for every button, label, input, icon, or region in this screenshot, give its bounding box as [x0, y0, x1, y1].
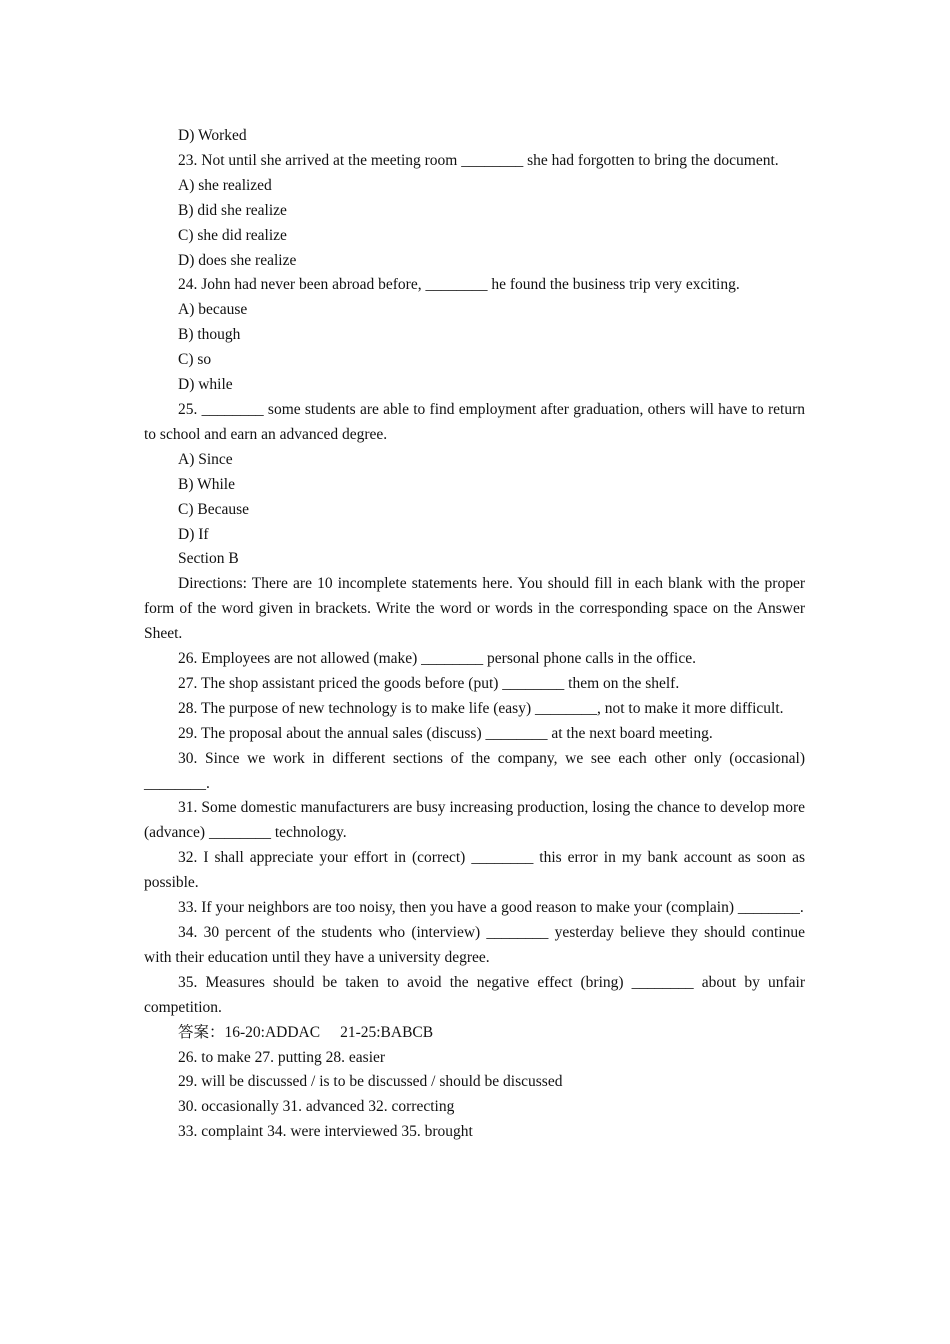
- q25-option-b: B) While: [178, 475, 235, 493]
- answer-line: 29. will be discussed / is to be discussed / should be discussed: [178, 1073, 563, 1091]
- q24-option-c: C) so: [178, 351, 212, 369]
- q23-option-d: D) does she realize: [178, 251, 297, 269]
- answer-key-part1: 答案：16-20:ADDAC: [178, 1023, 321, 1041]
- question-26: 26. Employees are not allowed (make) ________ personal phone calls in the office.: [178, 650, 696, 668]
- q23-option-b: B) did she realize: [178, 201, 287, 219]
- answer-key-header: [144, 1021, 805, 1046]
- question-27: 27. The shop assistant priced the goods before (put) ________ them on the shelf.: [178, 674, 680, 692]
- question-33: 33. If your neighbors are too noisy, then you have a good reason to make your (complain) ________.: [178, 899, 804, 917]
- question-34: 34. 30 percent of the students who (interview) ________ yesterday believe they should continue with their education until they have a university degree.: [144, 924, 805, 966]
- question-35: 35. Measures should be taken to avoid the negative effect (bring) ________ about by unfair competition.: [144, 973, 805, 1016]
- q23-option-c: C) she did realize: [178, 226, 287, 244]
- question-25-stem: 25. ________ some students are able to find employment after graduation, others will have to return to school and earn an advanced degree.: [144, 400, 805, 443]
- q22-option-d: D) Worked: [178, 127, 247, 144]
- q24-option-a: A) because: [178, 301, 248, 319]
- q23-option-a: A) she realized: [178, 176, 272, 194]
- section-b-title: Section B: [178, 550, 239, 568]
- question-32: 32. I shall appreciate your effort in (correct) ________ this error in my bank account as soon as possible.: [144, 849, 805, 892]
- answer-line: 30. occasionally 31. advanced 32. correcting: [178, 1098, 455, 1116]
- q25-option-c: C) Because: [178, 500, 250, 518]
- question-24-stem: 24. John had never been abroad before, ________ he found the business trip very exciting.: [178, 276, 740, 294]
- section-b-directions: Directions: There are 10 incomplete statements here. You should fill in each blank with the proper form of the word given in brackets. Write the word or words in the corresponding space on the Answer Sheet.: [144, 575, 805, 643]
- document-page: [144, 124, 805, 1145]
- question-30: 30. Since we work in different sections of the company, we see each other only (occasional) ________.: [144, 749, 805, 792]
- q24-option-b: B) though: [178, 326, 241, 344]
- answer-line: 26. to make 27. putting 28. easier: [178, 1048, 386, 1066]
- question-28: 28. The purpose of new technology is to make life (easy) ________, not to make it more difficult.: [178, 699, 784, 717]
- q25-option-a: A) Since: [178, 450, 233, 468]
- answer-key-part2: 21-25:BABCB: [340, 1023, 434, 1041]
- q25-option-d: D) If: [178, 525, 209, 543]
- question-31: 31. Some domestic manufacturers are busy increasing production, losing the chance to develop more (advance) ________ technology.: [144, 799, 805, 842]
- question-29: 29. The proposal about the annual sales (discuss) ________ at the next board meeting.: [178, 724, 713, 742]
- question-23-stem: 23. Not until she arrived at the meeting room ________ she had forgotten to bring the document.: [178, 151, 779, 169]
- answer-line: 33. complaint 34. were interviewed 35. brought: [178, 1123, 473, 1141]
- q24-option-d: D) while: [178, 376, 233, 394]
